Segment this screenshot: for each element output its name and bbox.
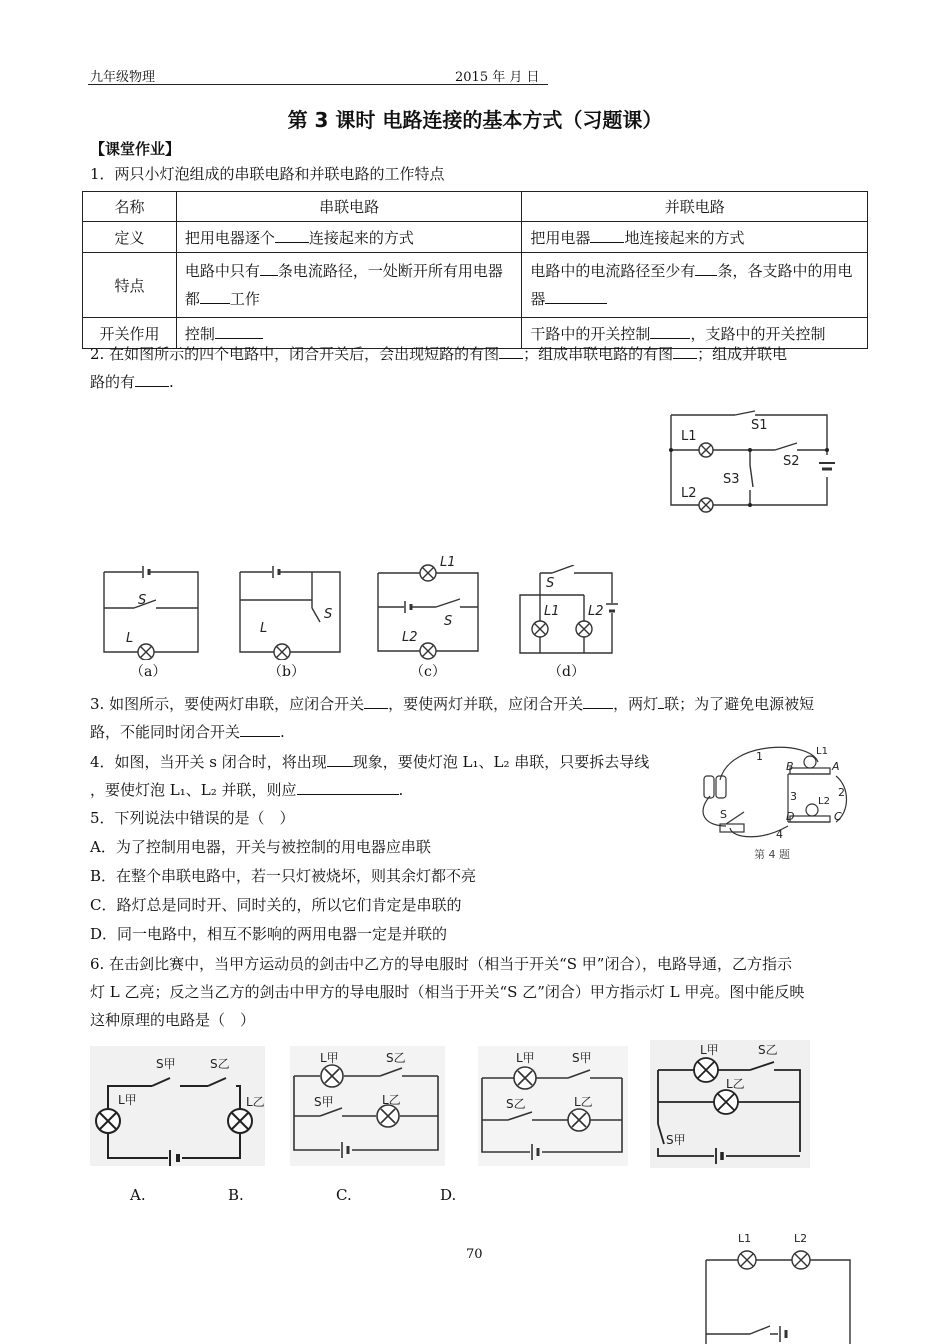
- answer-blank[interactable]: [583, 692, 613, 709]
- row-label-feature: 特点: [83, 253, 177, 318]
- q6-choice-a[interactable]: A.: [130, 1186, 146, 1204]
- terminal-a: A: [832, 760, 840, 773]
- q2-circuit-c: [370, 553, 485, 660]
- caption-a: （a）: [130, 664, 167, 680]
- label-l-yi: L乙: [726, 1077, 745, 1091]
- answer-blank[interactable]: [275, 226, 309, 243]
- page-number: 70: [466, 1247, 483, 1262]
- q2-circuit-b: [232, 560, 347, 660]
- cell-parallel-definition: 把用电器 地连接起来的方式: [522, 222, 868, 253]
- row-label-definition: 定义: [83, 222, 177, 253]
- q4-figure-caption: 第 4 题: [754, 848, 790, 861]
- q3-stem: 3. 如图所示，要使两灯串联，应闭合开关 ，要使两灯并联，应闭合开关 ，两灯 联；为了避免电源被短 路，不能同时闭合开关 .: [90, 690, 870, 746]
- answer-blank[interactable]: [297, 778, 399, 795]
- label-l-jia: L甲: [320, 1051, 339, 1065]
- label-l2: L2: [402, 630, 418, 645]
- q6-circuit-c: [478, 1046, 628, 1166]
- answer-blank[interactable]: [240, 720, 280, 737]
- cell-series-feature: 电路中只有 条电流路径，一处断开所有用电器都 工作: [176, 253, 522, 318]
- q6-choice-c[interactable]: C.: [336, 1186, 352, 1204]
- label-l1: L1: [544, 604, 560, 619]
- label-s: S: [324, 607, 333, 622]
- answer-blank[interactable]: [650, 322, 690, 339]
- q5-option-a[interactable]: A．为了控制用电器，开关与被控制的用电器应串联: [90, 838, 431, 856]
- header-date: 2015 年 月 日: [455, 70, 540, 85]
- answer-blank[interactable]: [695, 259, 717, 276]
- label-l-jia: L甲: [700, 1043, 719, 1057]
- answer-blank[interactable]: [215, 322, 263, 339]
- label-l1: L1: [738, 1232, 752, 1245]
- label-l2: L2: [588, 604, 604, 619]
- table-header-series: 串联电路: [176, 192, 522, 222]
- bottom-circuit-figure: [700, 1226, 860, 1344]
- answer-blank[interactable]: [200, 287, 230, 304]
- answer-blank[interactable]: [590, 226, 624, 243]
- terminal-b: B: [786, 760, 794, 773]
- bulb-label-l2: L2: [818, 796, 830, 807]
- header-subject: 九年级物理: [90, 70, 156, 85]
- q6-choice-b[interactable]: B.: [228, 1186, 244, 1204]
- q5-option-d[interactable]: D．同一电路中，相互不影响的两用电器一定是并联的: [90, 925, 448, 943]
- label-s2: S2: [783, 454, 800, 469]
- q2-circuit-d: [512, 565, 632, 660]
- label-s-jia: S甲: [156, 1057, 176, 1071]
- caption-d: （d）: [548, 664, 585, 680]
- label-s-yi: S乙: [386, 1051, 406, 1065]
- wire-label-1: 1: [756, 750, 763, 763]
- section-heading: 【课堂作业】: [90, 140, 181, 158]
- q6-circuit-d: [650, 1040, 810, 1168]
- label-s-jia: S甲: [314, 1095, 334, 1109]
- q4-stem: 4．如图，当开关 s 闭合时，将出现 现象，要使灯泡 L₁、L₂ 串联，只要拆去导线 ，要使灯泡 L₁、L₂ 并联，则应 .: [90, 748, 690, 804]
- label-s-jia: S甲: [666, 1133, 686, 1147]
- terminal-d: D: [786, 810, 795, 823]
- label-s1: S1: [751, 418, 768, 433]
- label-s: S: [138, 593, 147, 608]
- q5-option-c[interactable]: C．路灯总是同时开、同时关的，所以它们肯定是串联的: [90, 896, 462, 914]
- cell-parallel-switch: 干路中的开关控制 ，支路中的开关控制: [522, 318, 868, 349]
- q3-circuit-figure: [665, 405, 845, 520]
- answer-blank[interactable]: [673, 342, 697, 359]
- label-l-jia: L甲: [516, 1051, 535, 1065]
- label-s-yi: S乙: [210, 1057, 230, 1071]
- label-s-yi: S乙: [506, 1097, 526, 1111]
- answer-blank[interactable]: [327, 750, 353, 767]
- cell-series-switch: 控制: [176, 318, 522, 349]
- label-l1: L1: [440, 555, 456, 570]
- page-title: 第 3 课时 电路连接的基本方式（习题课）: [287, 108, 663, 132]
- cell-parallel-feature: 电路中的电流路径至少有 条，各支路中的用电器: [522, 253, 868, 318]
- answer-blank[interactable]: [364, 692, 388, 709]
- bulb-label-l1: L1: [816, 746, 828, 757]
- label-s: S: [546, 576, 555, 591]
- row-label-switch: 开关作用: [83, 318, 177, 349]
- caption-c: （c）: [410, 664, 446, 680]
- label-l: L: [260, 621, 268, 636]
- answer-blank[interactable]: [260, 259, 278, 276]
- q6-stem: 6. 在击剑比赛中，当甲方运动员的剑击中乙方的导电服时（相当于开关“S 甲”闭合），电路导通，乙方指示 灯 L 乙亮；反之当乙方的剑击中甲方的导电服时（相当于开关“S 乙”闭合）甲方指示灯 L 甲亮。图中能反映 这种原理的电路是（ ）: [90, 955, 805, 1029]
- terminal-c: C: [834, 810, 842, 823]
- q6-circuit-b: [290, 1046, 445, 1166]
- wire-label-3: 3: [790, 790, 797, 803]
- q4-wiring-figure: [690, 742, 860, 862]
- label-l1: L1: [681, 429, 697, 444]
- caption-b: （b）: [268, 664, 305, 680]
- table-header-name: 名称: [83, 192, 177, 222]
- label-l-yi: L乙: [246, 1095, 265, 1109]
- label-l2: L2: [681, 486, 697, 501]
- cell-series-definition: 把用电器逐个 连接起来的方式: [176, 222, 522, 253]
- label-s3: S3: [723, 472, 740, 487]
- label-s: S: [444, 614, 453, 629]
- header-rule: [88, 84, 548, 85]
- answer-blank[interactable]: [545, 287, 607, 304]
- q2-stem: 2. 在如图所示的四个电路中，闭合开关后，会出现短路的有图 ；组成串联电路的有图 ；组成并联电 路的有 .: [90, 340, 870, 396]
- q6-circuit-a: [90, 1046, 265, 1166]
- label-l-yi: L乙: [382, 1093, 401, 1107]
- answer-blank[interactable]: [135, 370, 169, 387]
- table-header-parallel: 并联电路: [522, 192, 868, 222]
- q2-circuit-a: [96, 560, 206, 660]
- wire-label-4: 4: [776, 828, 783, 841]
- q5-option-b[interactable]: B．在整个串联电路中，若一只灯被烧坏，则其余灯都不亮: [90, 867, 477, 885]
- label-s-jia: S甲: [572, 1051, 592, 1065]
- q1-stem: 1．两只小灯泡组成的串联电路和并联电路的工作特点: [90, 165, 445, 183]
- label-l-jia: L甲: [118, 1093, 137, 1107]
- answer-blank[interactable]: [499, 342, 523, 359]
- label-s-yi: S乙: [758, 1043, 778, 1057]
- label-l-yi: L乙: [574, 1095, 593, 1109]
- label-l: L: [126, 631, 134, 646]
- q1-table: [82, 191, 868, 349]
- wire-label-2: 2: [838, 786, 845, 799]
- label-l2: L2: [794, 1232, 808, 1245]
- q6-choice-d[interactable]: D.: [440, 1186, 457, 1204]
- q5-stem: 5．下列说法中错误的是（ ）: [90, 809, 295, 827]
- switch-label-s: S: [720, 808, 727, 821]
